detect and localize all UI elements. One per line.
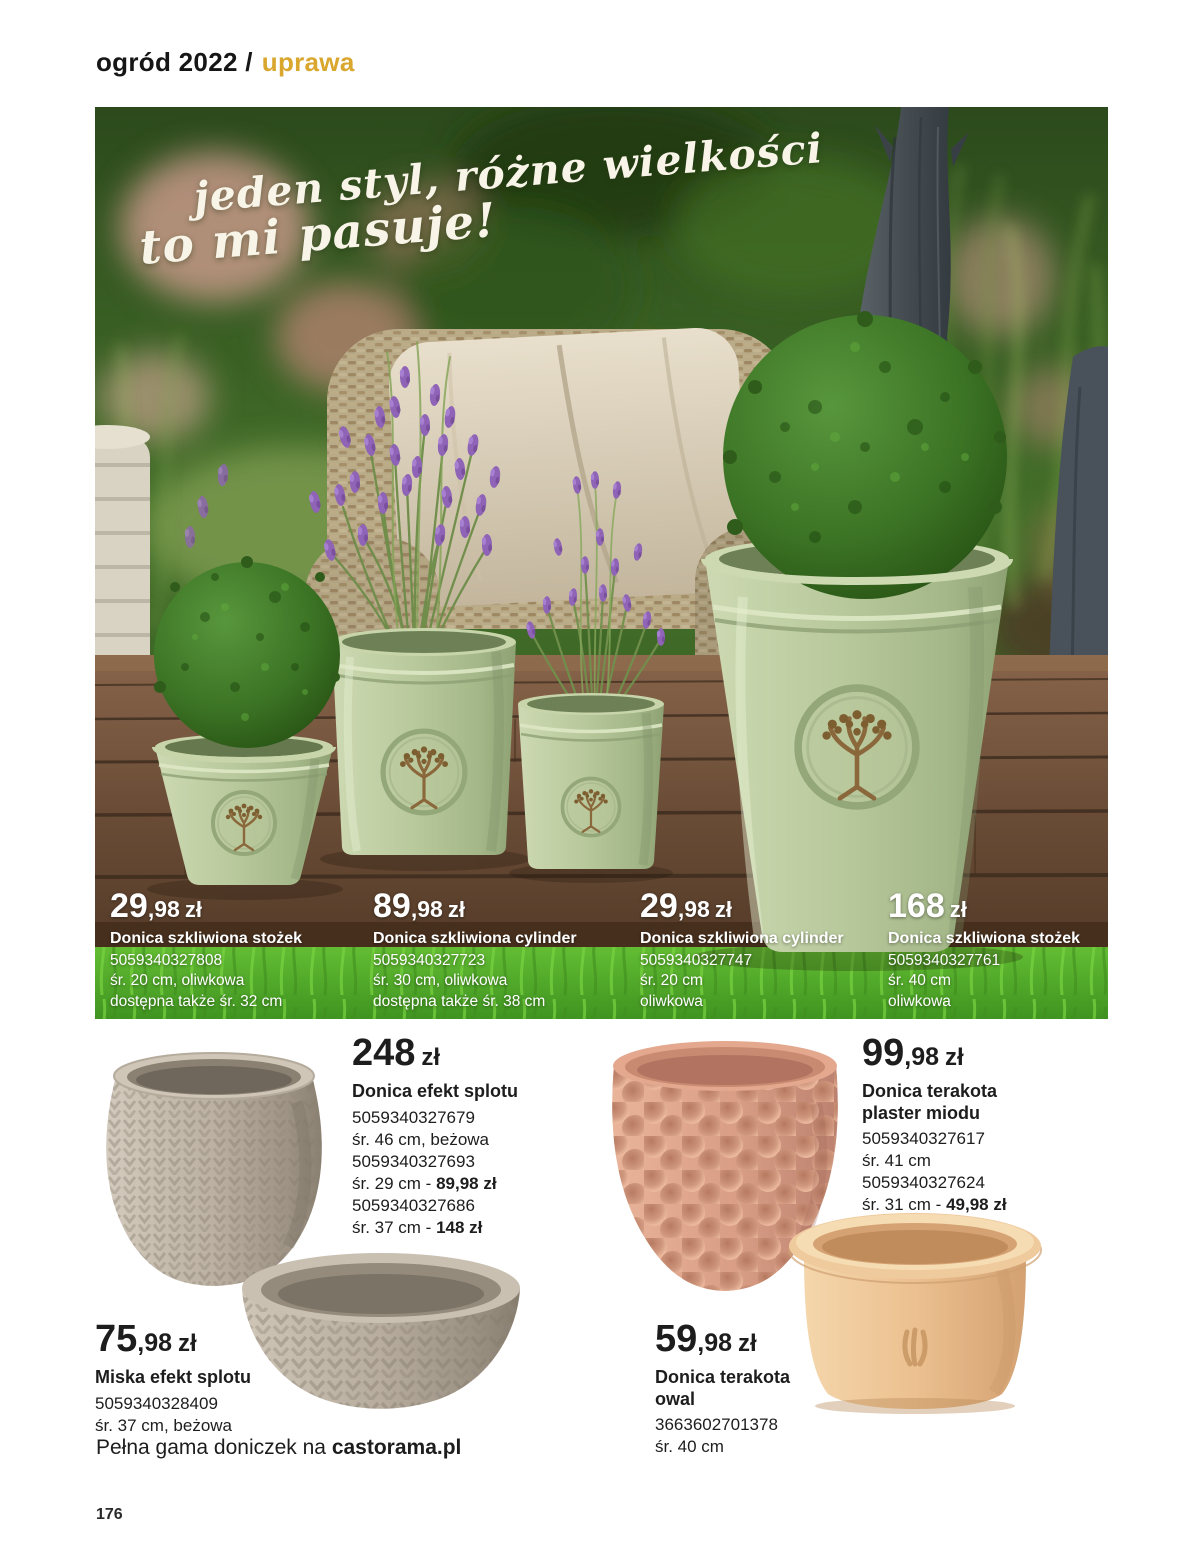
product-size: śr. 46 cm, beżowa <box>352 1129 490 1149</box>
price-currency: zł <box>447 897 465 922</box>
price-decimal: ,98 <box>904 1043 940 1071</box>
product-size: śr. 30 cm, oliwkowa <box>373 972 508 990</box>
product-price <box>95 1318 335 1361</box>
product-name: Donica szkliwiona stożek <box>110 930 303 947</box>
price-currency: zł <box>714 897 732 922</box>
product-ean: 5059340327723 <box>373 952 486 969</box>
price-decimal: ,98 <box>697 1329 733 1357</box>
product-name: Miska efekt splotu <box>95 1367 252 1387</box>
product-price <box>862 1032 1047 1075</box>
price-currency: zł <box>184 897 202 922</box>
page-number: 176 <box>96 1506 123 1523</box>
price-integer: 89 <box>373 887 411 925</box>
product-name: Donica efekt splotu <box>352 1081 519 1101</box>
product-size-price: śr. 37 cm - 148 zł <box>352 1218 483 1238</box>
product-info-donica-efekt-splotu <box>352 1032 587 1239</box>
price-decimal: ,98 <box>137 1329 173 1357</box>
product-size: śr. 37 cm, beżowa <box>95 1415 233 1435</box>
product-size: śr. 20 cm <box>640 972 703 990</box>
garden-photo <box>95 107 1108 1019</box>
product-name: Donica terakota plaster miodu <box>862 1081 998 1123</box>
product-size: śr. 40 cm <box>655 1437 724 1457</box>
product-ean: 5059340327761 <box>888 952 1001 969</box>
tagline-line-2: to mi pasuje! <box>137 193 499 277</box>
footer-website: castorama.pl <box>331 1436 462 1459</box>
product-size: śr. 20 cm, oliwkowa <box>110 972 245 990</box>
price-decimal: ,98 <box>677 896 710 922</box>
product-name: Donica szkliwiona stożek <box>888 930 1081 947</box>
product-ean: 5059340327617 <box>862 1129 985 1149</box>
photo-product-1 <box>110 887 368 1012</box>
product-price <box>110 887 368 926</box>
price-currency: zł <box>738 1330 757 1357</box>
product-variant: oliwkowa <box>888 992 951 1010</box>
tagline-line-1: jeden styl, różne wielkości <box>191 124 825 222</box>
product-ean: 5059340327686 <box>352 1195 475 1215</box>
product-info-donica-terakota-owal <box>655 1318 830 1458</box>
product-price <box>352 1032 587 1075</box>
price-integer: 29 <box>640 887 678 925</box>
product-variant: dostępna także śr. 38 cm <box>373 992 546 1010</box>
glazed-pot-medium-cylinder <box>332 628 516 855</box>
product-name: Donica szkliwiona cylinder <box>373 930 577 947</box>
photo-product-2 <box>373 887 631 1012</box>
price-integer: 99 <box>862 1032 905 1074</box>
product-ean: 5059340327693 <box>352 1151 475 1171</box>
product-variant: oliwkowa <box>640 992 703 1010</box>
product-size-price: śr. 31 cm - 49,98 zł <box>862 1195 1007 1215</box>
price-integer: 168 <box>888 887 945 925</box>
price-decimal: ,98 <box>147 896 180 922</box>
product-price <box>655 1318 830 1361</box>
price-integer: 75 <box>95 1318 138 1360</box>
price-decimal: ,98 <box>410 896 443 922</box>
product-size: śr. 41 cm <box>862 1151 931 1171</box>
header-section-label: uprawa <box>261 47 355 77</box>
glazed-pot-small-cylinder <box>518 693 664 869</box>
price-currency: zł <box>945 1044 964 1071</box>
price-integer: 59 <box>655 1318 698 1360</box>
page-header <box>96 47 355 78</box>
footer-text: Pełna gama doniczek na <box>96 1436 332 1459</box>
price-integer: 248 <box>352 1032 416 1074</box>
product-info-donica-terakota-plaster-miodu <box>862 1032 1047 1217</box>
header-title: ogród 2022 / <box>96 47 253 77</box>
product-price <box>373 887 631 926</box>
photo-product-4 <box>888 887 1108 1012</box>
product-variant: dostępna także śr. 32 cm <box>110 992 283 1010</box>
product-ean: 5059340327747 <box>640 952 753 969</box>
product-ean: 5059340328409 <box>95 1393 218 1413</box>
product-price <box>640 887 898 926</box>
photo-product-3 <box>640 887 898 1012</box>
product-ean: 5059340327679 <box>352 1107 475 1127</box>
product-name: Donica terakota owal <box>655 1367 791 1409</box>
price-integer: 29 <box>110 887 148 925</box>
product-price <box>888 887 1108 926</box>
product-name: Donica szkliwiona cylinder <box>640 930 844 947</box>
product-ean: 5059340327808 <box>110 952 223 969</box>
price-currency: zł <box>949 897 967 922</box>
price-currency: zł <box>178 1330 197 1357</box>
product-ean: 5059340327624 <box>862 1173 985 1193</box>
product-size-price: śr. 29 cm - 89,98 zł <box>352 1173 497 1193</box>
footer-note <box>96 1436 461 1460</box>
product-size: śr. 40 cm <box>888 972 951 990</box>
price-currency: zł <box>421 1044 441 1071</box>
product-ean: 3663602701378 <box>655 1415 778 1435</box>
product-info-miska-efekt-splotu <box>95 1318 335 1437</box>
